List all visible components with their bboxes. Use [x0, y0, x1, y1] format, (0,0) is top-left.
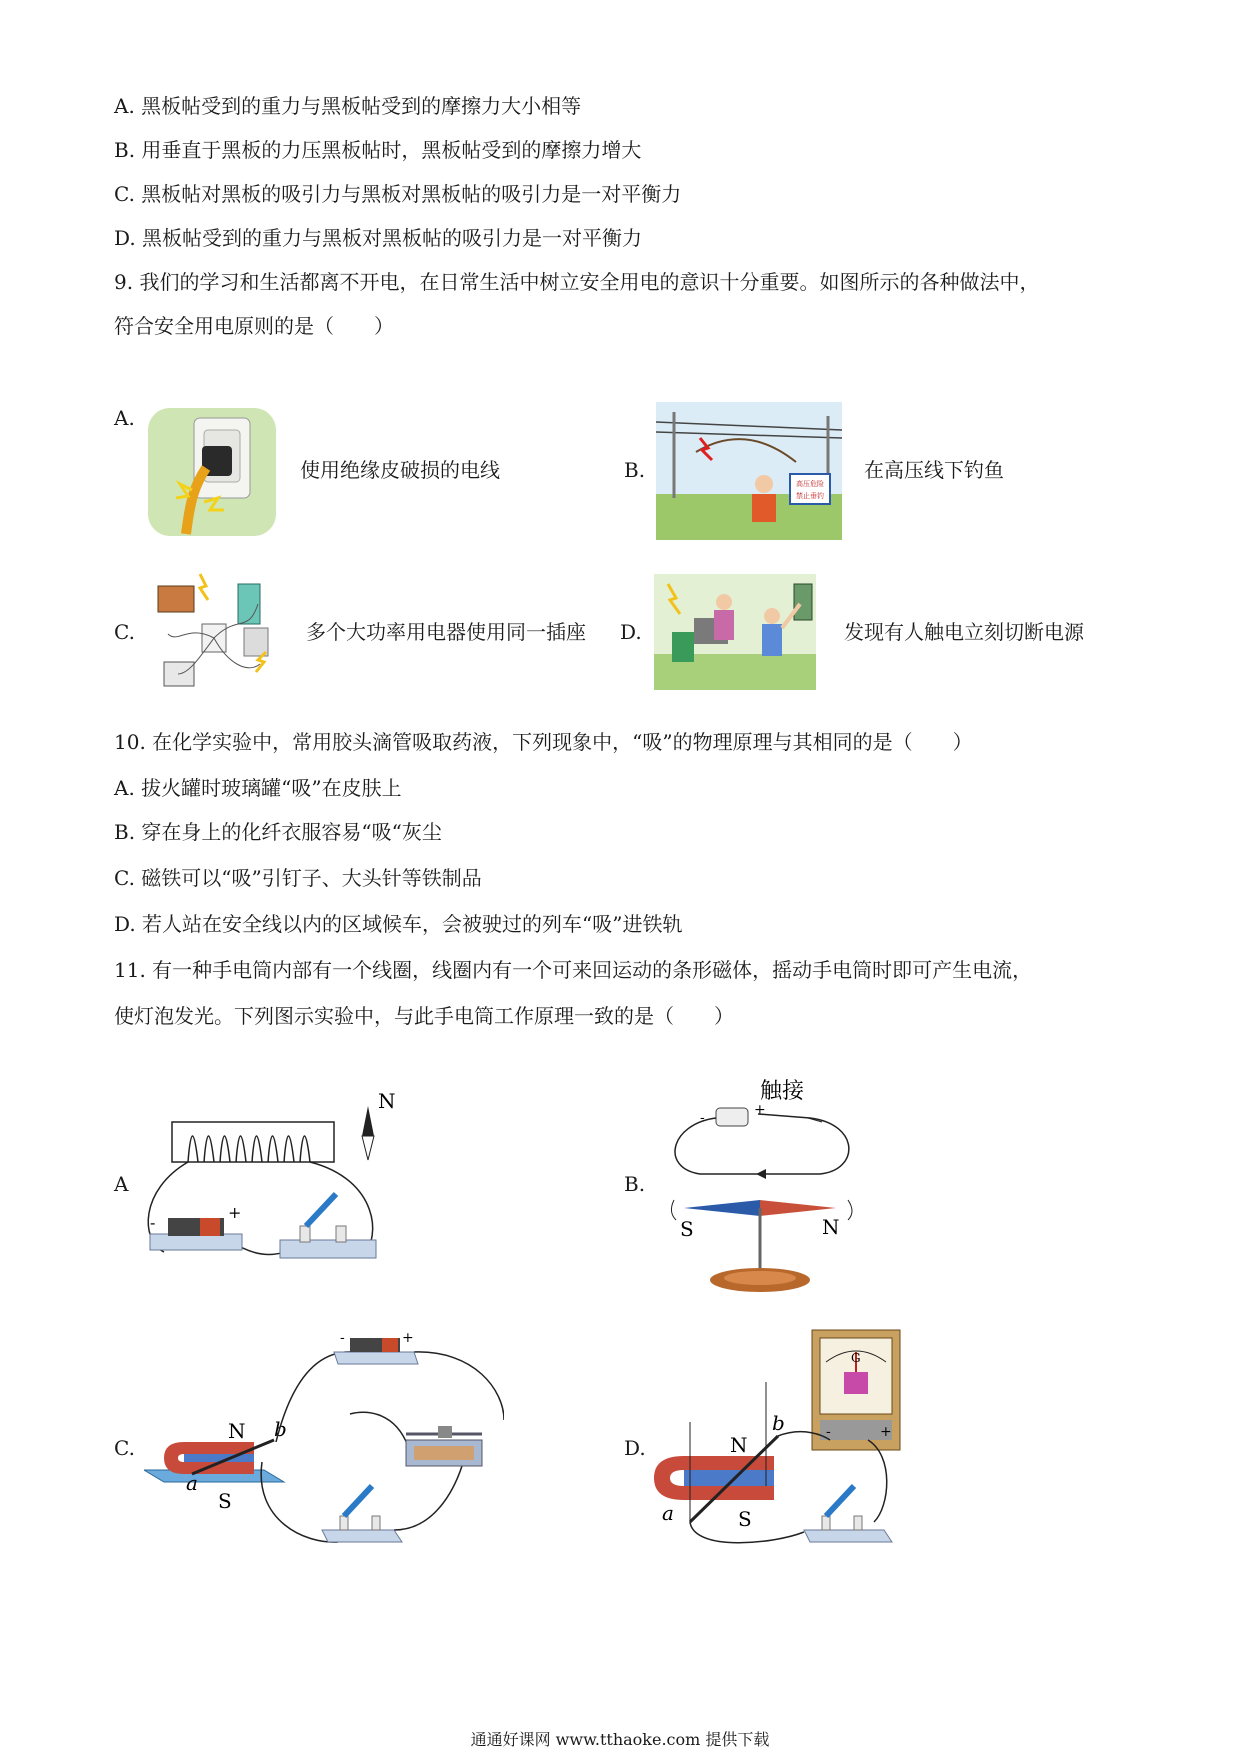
fig-d-north-label: N: [730, 1433, 748, 1457]
fig-d-plus-label: +: [880, 1424, 892, 1440]
fig-b-touch-label: 触接: [760, 1079, 805, 1104]
sign-text-line2: 禁止垂钓: [796, 492, 824, 500]
page-footer: 通通好课网 www.tthaoke.com 提供下载: [470, 1730, 770, 1749]
q10-stem: 10. 在化学实验中，常用胶头滴管吸取药液，下列现象中，“吸”的物理原理与其相同的是（ ）: [114, 730, 973, 754]
overloaded-socket-image: [148, 564, 282, 698]
fig-b-south-label: S: [680, 1217, 694, 1241]
fig-c-b-label: b: [274, 1417, 287, 1441]
broken-wire-socket-image: [146, 406, 278, 538]
q9-option-b-caption: 在高压线下钓鱼: [864, 458, 1004, 482]
q10-option-a: A. 拔火罐时玻璃罐“吸”在皮肤上: [114, 776, 402, 800]
q11-stem-line1: 11. 有一种手电筒内部有一个线圈，线圈内有一个可来回运动的条形磁体，摇动手电筒时即可产生电流，: [114, 958, 1033, 982]
q11-fig-d-label: D.: [624, 1436, 646, 1460]
q9-option-c-caption: 多个大功率用电器使用同一插座: [306, 620, 586, 644]
q11-fig-a-label: A: [114, 1172, 129, 1196]
fig-c-minus-label: -: [340, 1330, 345, 1346]
q9-stem-line1: 9. 我们的学习和生活都离不开电，在日常生活中树立安全用电的意识十分重要。如图所示的各种做法中，: [114, 270, 1040, 294]
fig-d-b-label: b: [772, 1411, 785, 1435]
q8-option-d: D. 黑板帖受到的重力与黑板对黑板帖的吸引力是一对平衡力: [114, 226, 643, 250]
fig-a-north-label: N: [378, 1090, 396, 1113]
fig-d-a-label: a: [662, 1501, 674, 1525]
q9-option-d-label: D.: [620, 620, 642, 644]
q11-stem-line2: 使灯泡发光。下列图示实验中，与此手电筒工作原理一致的是（ ）: [114, 1004, 734, 1028]
q11-fig-c-label: C.: [114, 1436, 135, 1460]
q8-option-c: C. 黑板帖对黑板的吸引力与黑板对黑板帖的吸引力是一对平衡力: [114, 182, 682, 206]
cut-power-rescue-image: [654, 574, 816, 690]
q11-fig-b-label: B.: [624, 1172, 646, 1196]
q9-option-a-label: A.: [114, 406, 135, 430]
fig-d-minus-label: -: [826, 1424, 831, 1440]
q10-option-c: C. 磁铁可以“吸”引钉子、大头针等铁制品: [114, 866, 482, 890]
fig-b-minus-label: -: [700, 1110, 705, 1126]
fig-d-meter-label: G: [851, 1351, 861, 1365]
sign-text-line1: 高压危险: [796, 480, 824, 488]
q10-option-d: D. 若人站在安全线以内的区域候车，会被驶过的列车“吸”进铁轨: [114, 912, 683, 936]
q10-option-b: B. 穿在身上的化纤衣服容易“吸“灰尘: [114, 820, 442, 844]
q9-option-b-label: B.: [624, 458, 646, 482]
q8-option-a: A. 黑板帖受到的重力与黑板帖受到的摩擦力大小相等: [114, 94, 582, 118]
q8-option-b: B. 用垂直于黑板的力压黑板帖时，黑板帖受到的摩擦力增大: [114, 138, 642, 162]
fig-c-plus-label: +: [402, 1330, 414, 1346]
q9-option-a-caption: 使用绝缘皮破损的电线: [300, 458, 500, 482]
q9-stem-line2: 符合安全用电原则的是（ ）: [114, 314, 394, 338]
fig-a-plus-label: +: [228, 1203, 242, 1222]
fig-c-south-label: S: [218, 1489, 232, 1513]
oersted-experiment-diagram: [660, 1074, 880, 1298]
q9-option-d-caption: 发现有人触电立刻切断电源: [844, 620, 1084, 644]
motor-principle-circuit-diagram: [144, 1330, 504, 1548]
fig-c-a-label: a: [186, 1471, 198, 1495]
fig-b-plus-label: +: [754, 1102, 766, 1118]
fig-d-south-label: S: [738, 1507, 752, 1531]
fig-c-north-label: N: [228, 1419, 246, 1443]
q9-option-c-label: C.: [114, 620, 135, 644]
electromagnetic-induction-diagram: [654, 1326, 908, 1564]
fishing-under-power-line-image: [656, 402, 842, 540]
fig-b-north-label: N: [822, 1215, 840, 1239]
fig-a-minus-label: -: [150, 1213, 156, 1232]
electromagnet-circuit-diagram: [140, 1090, 400, 1280]
